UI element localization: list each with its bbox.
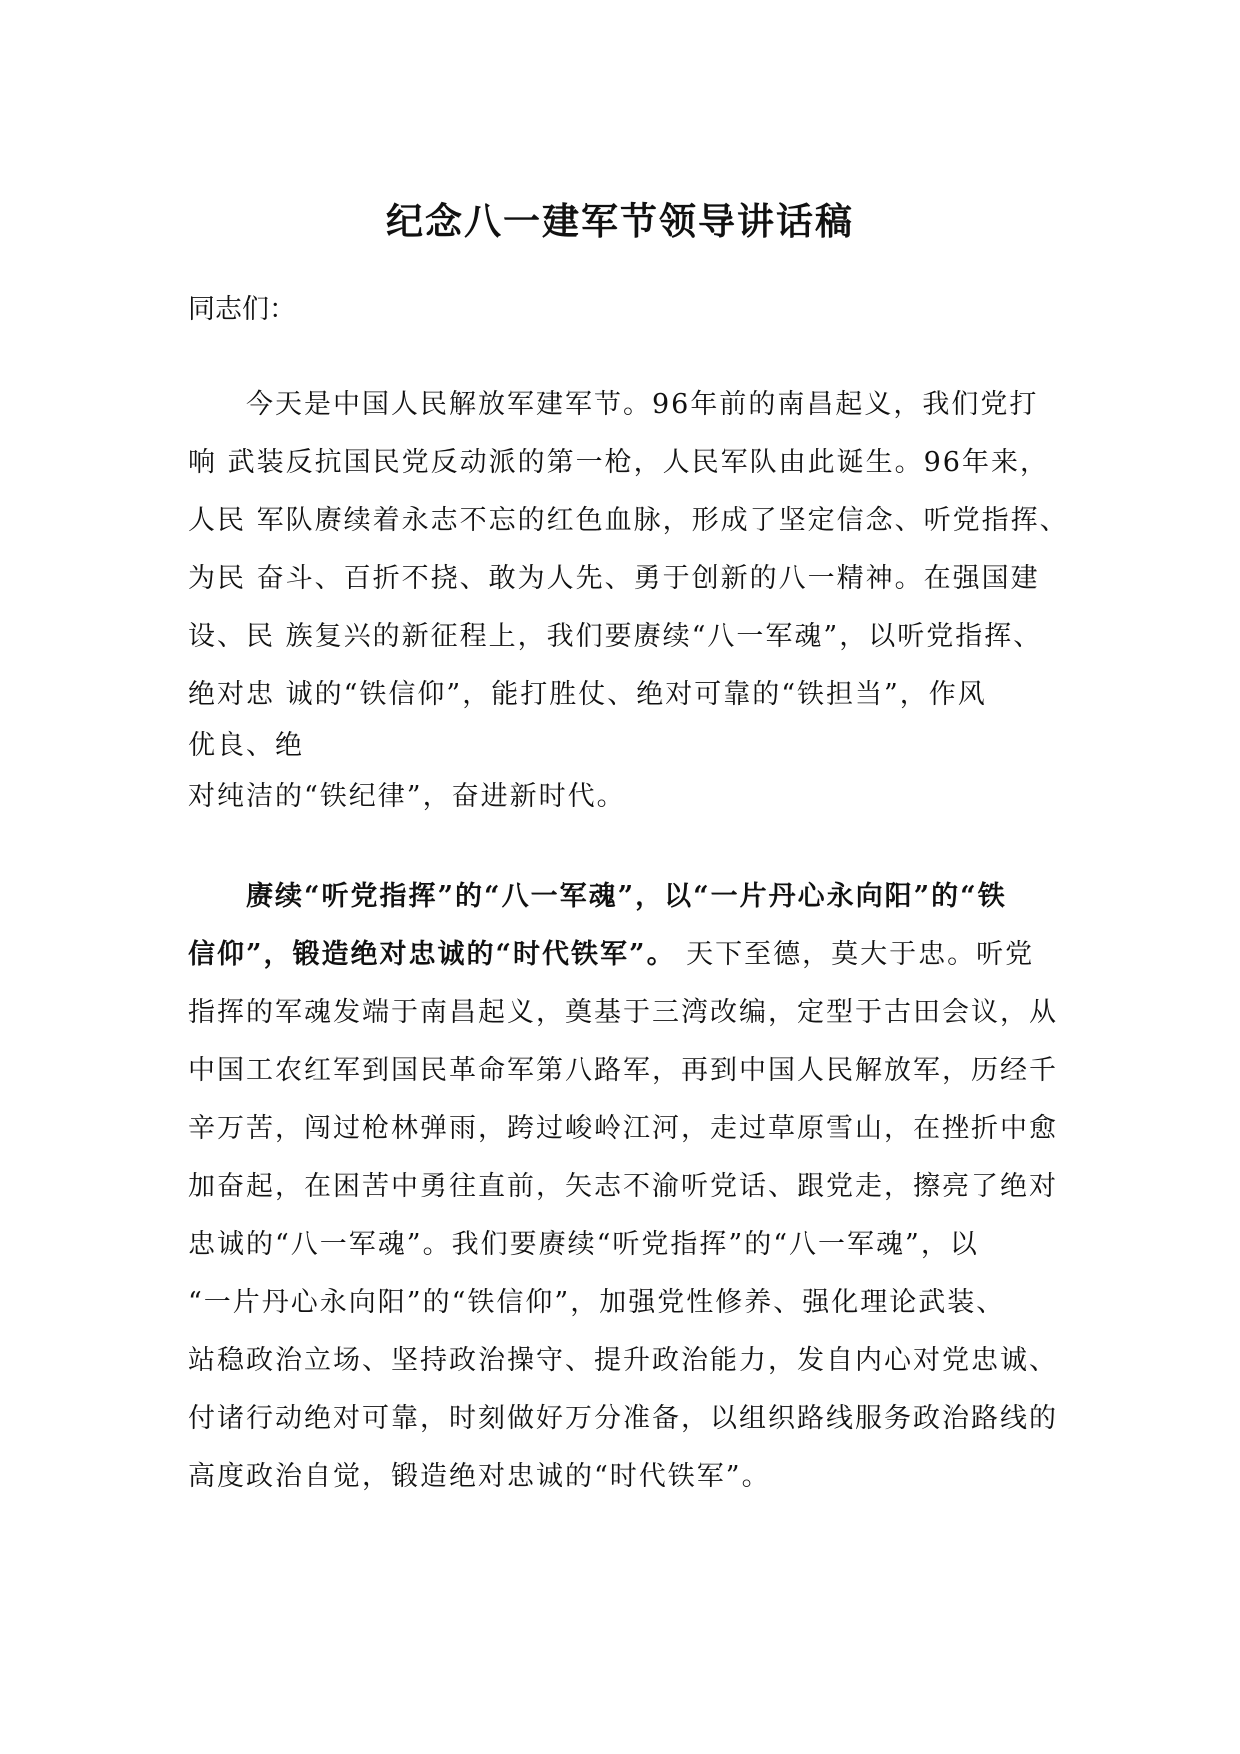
section-heading-line: 赓续“听党指挥”的“八一军魂”，以“一片丹心永向阳”的“铁 xyxy=(188,881,1007,912)
paragraph-intro xyxy=(188,376,1068,826)
text-line: 中国工农红军到国民革命军第八路军，再到中国人民解放军，历经千 xyxy=(188,1055,1058,1086)
salutation: 同志们： xyxy=(188,294,296,325)
text-line: 辛万苦，闯过枪林弹雨，跨过峻岭江河，走过草原雪山，在挫折中愈 xyxy=(188,1113,1058,1144)
text-line: 加奋起，在困苦中勇往直前，矢志不渝听党话、跟党走，擦亮了绝对 xyxy=(188,1171,1058,1202)
document-title: 纪念八一建军节领导讲话稿 xyxy=(386,199,854,243)
text-line: “一片丹心永向阳”的“铁信仰”，加强党性修养、强化理论武装、 xyxy=(188,1287,1006,1318)
text-line: 为民 奋斗、百折不挠、敢为人先、勇于创新的八一精神。在强国建 xyxy=(188,563,1040,594)
text-line: 绝对忠 诚的“铁信仰”，能打胜仗、绝对可靠的“铁担当”，作风 xyxy=(188,679,987,710)
text-line: 指挥的军魂发端于南昌起义，奠基于三湾改编，定型于古田会议，从 xyxy=(188,997,1058,1028)
section-heading-end: 信仰”，锻造绝对忠诚的“时代铁军”。 xyxy=(188,939,676,970)
text-line: 忠诚的“八一军魂”。我们要赓续“听党指挥”的“八一军魂”，以 xyxy=(188,1229,979,1260)
text-line: 高度政治自觉，锻造绝对忠诚的“时代铁军”。 xyxy=(188,1461,771,1492)
text-line: 人民 军队赓续着永志不忘的红色血脉，形成了坚定信念、听党指挥、 xyxy=(188,505,1069,536)
text-line: 对纯洁的“铁纪律”，奋进新时代。 xyxy=(188,781,626,812)
text-line xyxy=(188,926,1068,984)
text-line: 优良、绝 xyxy=(188,730,304,761)
text-line: 付诸行动绝对可靠，时刻做好万分准备，以组织路线服务政治路线的 xyxy=(188,1403,1058,1434)
text-line: 站稳政治立场、坚持政治操守、提升政治能力，发自内心对党忠诚、 xyxy=(188,1345,1058,1376)
text-fragment: 天下至德，莫大于忠。听党 xyxy=(675,939,1035,970)
text-line: 响 武装反抗国民党反动派的第一枪，人民军队由此诞生。96年来， xyxy=(188,447,1049,478)
text-line: 设、民 族复兴的新征程上，我们要赓续“八一军魂”，以听党指挥、 xyxy=(188,621,1043,652)
paragraph-military-soul xyxy=(188,868,1068,1506)
text-line: 今天是中国人民解放军建军节。96年前的南昌起义，我们党打 xyxy=(188,389,1039,420)
